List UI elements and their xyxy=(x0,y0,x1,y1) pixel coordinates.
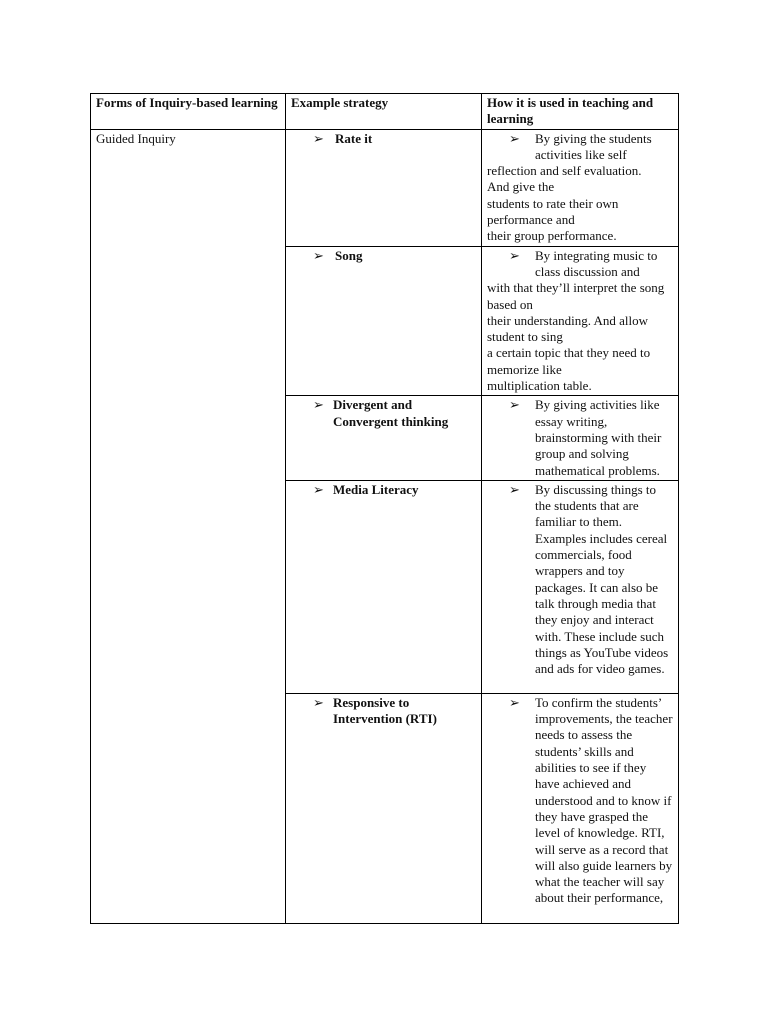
strategy-label: Media Literacy xyxy=(333,481,419,497)
arrow-bullet-icon: ➢ xyxy=(313,247,324,263)
strategy-cell xyxy=(286,396,482,480)
arrow-bullet-icon: ➢ xyxy=(313,130,324,146)
strategy-cell xyxy=(286,129,482,246)
form-cell xyxy=(91,129,286,923)
description-text: By giving activities like essay writing, brainstorming with their group and solving mathematical problems. xyxy=(535,397,662,478)
description-cell xyxy=(482,246,679,396)
description-line: multiplication table. xyxy=(487,378,592,394)
description-continuation xyxy=(487,163,673,244)
description-text: By giving the students activities like self xyxy=(535,130,652,162)
strategy-item xyxy=(291,397,476,430)
strategy-label: Rate it xyxy=(335,130,373,146)
description-line: their group performance. xyxy=(487,228,617,244)
description-continuation xyxy=(487,280,673,394)
table-row xyxy=(91,129,679,246)
arrow-bullet-icon: ➢ xyxy=(509,397,520,413)
description-line: students to rate their own performance and xyxy=(487,195,619,228)
description-line: a certain topic that they need to memorize like xyxy=(487,345,651,377)
description-cell xyxy=(482,396,679,480)
description-text: By discussing things to the students that are familiar to them. Examples includes cereal commercials, food wrappers and toy packages. It can also be talk through media that they enjoy and interact with. These include such things as YouTube videos and ads for video games. xyxy=(535,481,669,677)
arrow-bullet-icon: ➢ xyxy=(313,481,324,497)
description-item xyxy=(487,695,673,907)
description-line: And give the xyxy=(487,179,555,195)
description-line: their understanding. And allow student to sing xyxy=(487,312,649,345)
description-item xyxy=(487,397,673,478)
description-line: with that they’ll interpret the song based on xyxy=(487,280,665,312)
strategy-item xyxy=(291,482,476,498)
strategy-item xyxy=(291,131,476,147)
strategy-label: Responsive to Intervention (RTI) xyxy=(333,694,437,727)
arrow-bullet-icon: ➢ xyxy=(509,247,520,263)
strategy-item xyxy=(291,695,476,728)
description-cell xyxy=(482,480,679,693)
strategy-label: Divergent and Convergent thinking xyxy=(333,397,449,429)
header-row xyxy=(91,94,679,130)
description-line: reflection and self evaluation. xyxy=(487,163,642,179)
strategy-item xyxy=(291,248,476,264)
strategy-cell xyxy=(286,693,482,923)
strategy-label: Song xyxy=(335,247,363,263)
description-first-line xyxy=(487,131,673,164)
inquiry-table xyxy=(90,93,679,924)
arrow-bullet-icon: ➢ xyxy=(509,694,520,710)
description-cell xyxy=(482,129,679,246)
description-first-line xyxy=(487,248,673,281)
description-item xyxy=(487,482,673,678)
strategy-cell xyxy=(286,480,482,693)
arrow-bullet-icon: ➢ xyxy=(509,481,520,497)
form-label: Guided Inquiry xyxy=(96,130,176,146)
description-text: By integrating music to class discussion and xyxy=(535,247,658,279)
description-cell xyxy=(482,693,679,923)
header-forms: Forms of Inquiry-based learning xyxy=(91,94,286,130)
arrow-bullet-icon: ➢ xyxy=(313,397,324,413)
strategy-cell xyxy=(286,246,482,396)
header-usage: How it is used in teaching and learning xyxy=(482,94,679,130)
description-text: To confirm the students’ improvements, the teacher needs to assess the students’ skills and abilities to see if they have achieved and understood and to know if they have grasped the level of knowledge. RTI, will serve as a record that will also guide learners by what the teacher will say about their performance, xyxy=(535,694,673,906)
arrow-bullet-icon: ➢ xyxy=(313,694,324,710)
header-strategy: Example strategy xyxy=(286,94,482,130)
arrow-bullet-icon: ➢ xyxy=(509,130,520,146)
